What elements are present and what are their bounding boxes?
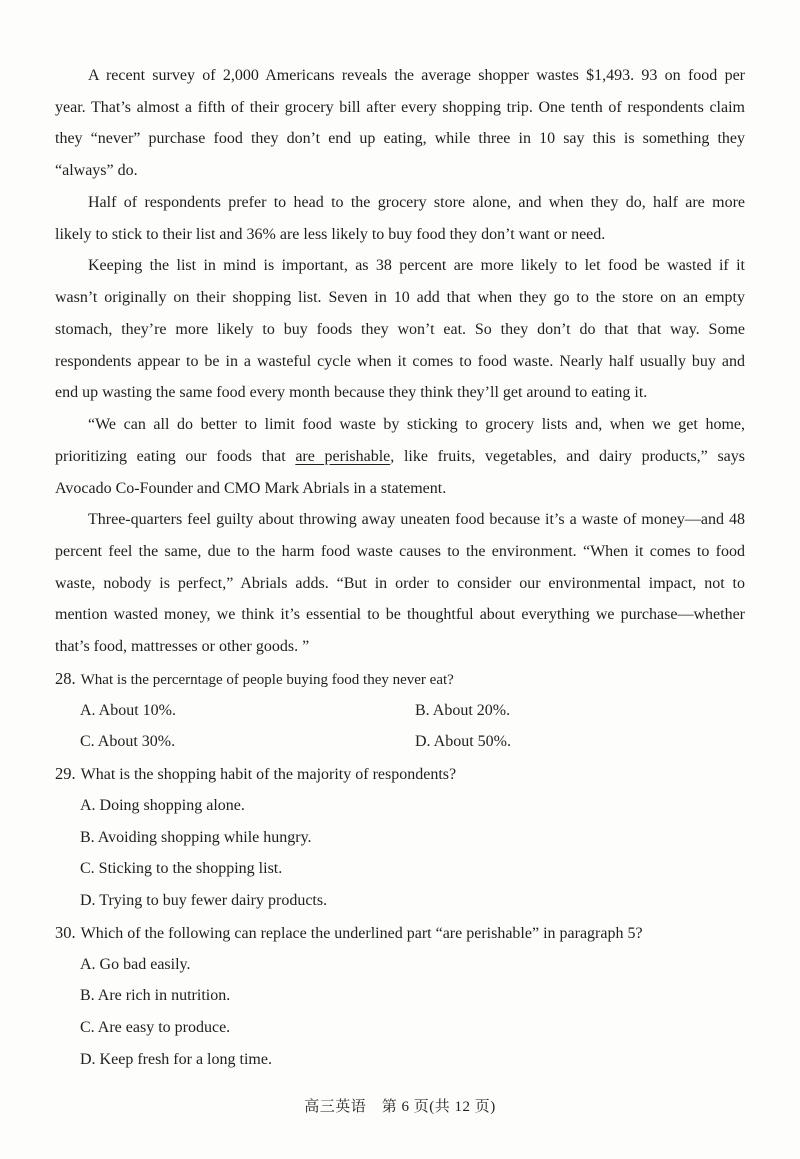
option-c: C. Sticking to the shopping list. (80, 860, 283, 878)
reading-passage (55, 60, 745, 1076)
paragraph-line: year. That’s almost a fifth of their grocery bill after every shopping trip. One tenth of respondents claim (55, 98, 745, 116)
question-number: 30. (55, 922, 76, 942)
question-line (55, 917, 745, 949)
paragraph-5 (55, 504, 745, 663)
paragraph-1 (55, 60, 745, 187)
question-stem: Which of the following can replace the underlined part “are perishable” in paragraph 5? (80, 924, 643, 942)
question-30 (55, 917, 745, 1076)
paragraph-line: Three-quarters feel guilty about throwing away uneaten food because it’s a waste of money—and 48 (88, 511, 745, 529)
option-c: C. Are easy to produce. (80, 1019, 231, 1037)
paragraph-line: “always” do. (55, 162, 138, 180)
options-row (55, 726, 745, 758)
paragraph-4 (55, 409, 745, 504)
paragraph-line: percent feel the same, due to the harm food waste causes to the environment. “When it comes to food (55, 543, 745, 561)
question-number: 28. (55, 668, 76, 688)
question-29 (55, 758, 745, 917)
paragraph-line: mention wasted money, we think it’s essential to be thoughtful about everything we purchase—whether (55, 606, 745, 624)
paragraph-line: Half of respondents prefer to head to the grocery store alone, and when they do, half are more (88, 193, 745, 211)
option-d: D. About 50%. (415, 733, 511, 751)
option-b: B. About 20%. (415, 701, 511, 719)
page-footer: 高三英语 第 6 页(共 12 页) (304, 1099, 496, 1115)
paragraph-3 (55, 250, 745, 409)
line-segment: , like fruits, vegetables, and dairy products,” says (390, 447, 745, 465)
option-d: D. Trying to buy fewer dairy products. (80, 892, 328, 910)
paragraph-line: waste, nobody is perfect,” Abrials adds. “But in order to consider our environmental impact, not to (55, 574, 745, 592)
paragraph-line: Avocado Co-Founder and CMO Mark Abrials in a statement. (55, 479, 447, 497)
options-row (55, 695, 745, 727)
option-b: B. Avoiding shopping while hungry. (80, 828, 312, 846)
option-b: B. Are rich in nutrition. (80, 987, 231, 1005)
option-d: D. Keep fresh for a long time. (80, 1050, 272, 1068)
paragraph-line (55, 441, 745, 473)
paragraph-line: end up wasting the same food every month because they think they’ll get around to eating it. (55, 384, 648, 402)
option-c: C. About 30%. (80, 733, 176, 751)
paragraph-line: Keeping the list in mind is important, as 38 percent are more likely to let food be wasted if it (88, 257, 745, 275)
question-line (55, 663, 745, 695)
paragraph-line: that’s food, mattresses or other goods. ” (55, 638, 310, 656)
question-number: 29. (55, 764, 76, 784)
paragraph-line: respondents appear to be in a wasteful cycle when it comes to food waste. Nearly half usually buy and (55, 352, 745, 370)
paragraph-2 (55, 187, 745, 250)
option-a: A. Go bad easily. (80, 955, 191, 973)
paragraph-line: they “never” purchase food they don’t end up eating, while three in 10 say this is something they (55, 130, 745, 148)
question-stem: What is the shopping habit of the majority of respondents? (80, 766, 457, 784)
option-a: A. About 10%. (80, 701, 176, 719)
paragraph-line: “We can all do better to limit food waste by sticking to grocery lists and, when we get home, (88, 416, 745, 434)
question-28 (55, 663, 745, 758)
question-stem: What is the percerntage of people buying food they never eat? (80, 671, 454, 688)
paragraph-line: A recent survey of 2,000 Americans reveals the average shopper wastes $1,493. 93 on food per (88, 67, 745, 84)
paragraph-line: likely to stick to their list and 36% are less likely to buy food they don’t want or need. (55, 225, 606, 243)
line-segment: prioritizing eating our foods that (55, 447, 296, 465)
question-line (55, 758, 745, 790)
paragraph-line: wasn’t originally on their shopping list. Seven in 10 add that when they go to the store on an empty (55, 289, 745, 307)
paragraph-line: stomach, they’re more likely to buy foods they won’t eat. So they don’t do that that way. Some (55, 320, 745, 338)
underlined-phrase: are perishable (295, 447, 391, 465)
option-a: A. Doing shopping alone. (80, 796, 245, 814)
